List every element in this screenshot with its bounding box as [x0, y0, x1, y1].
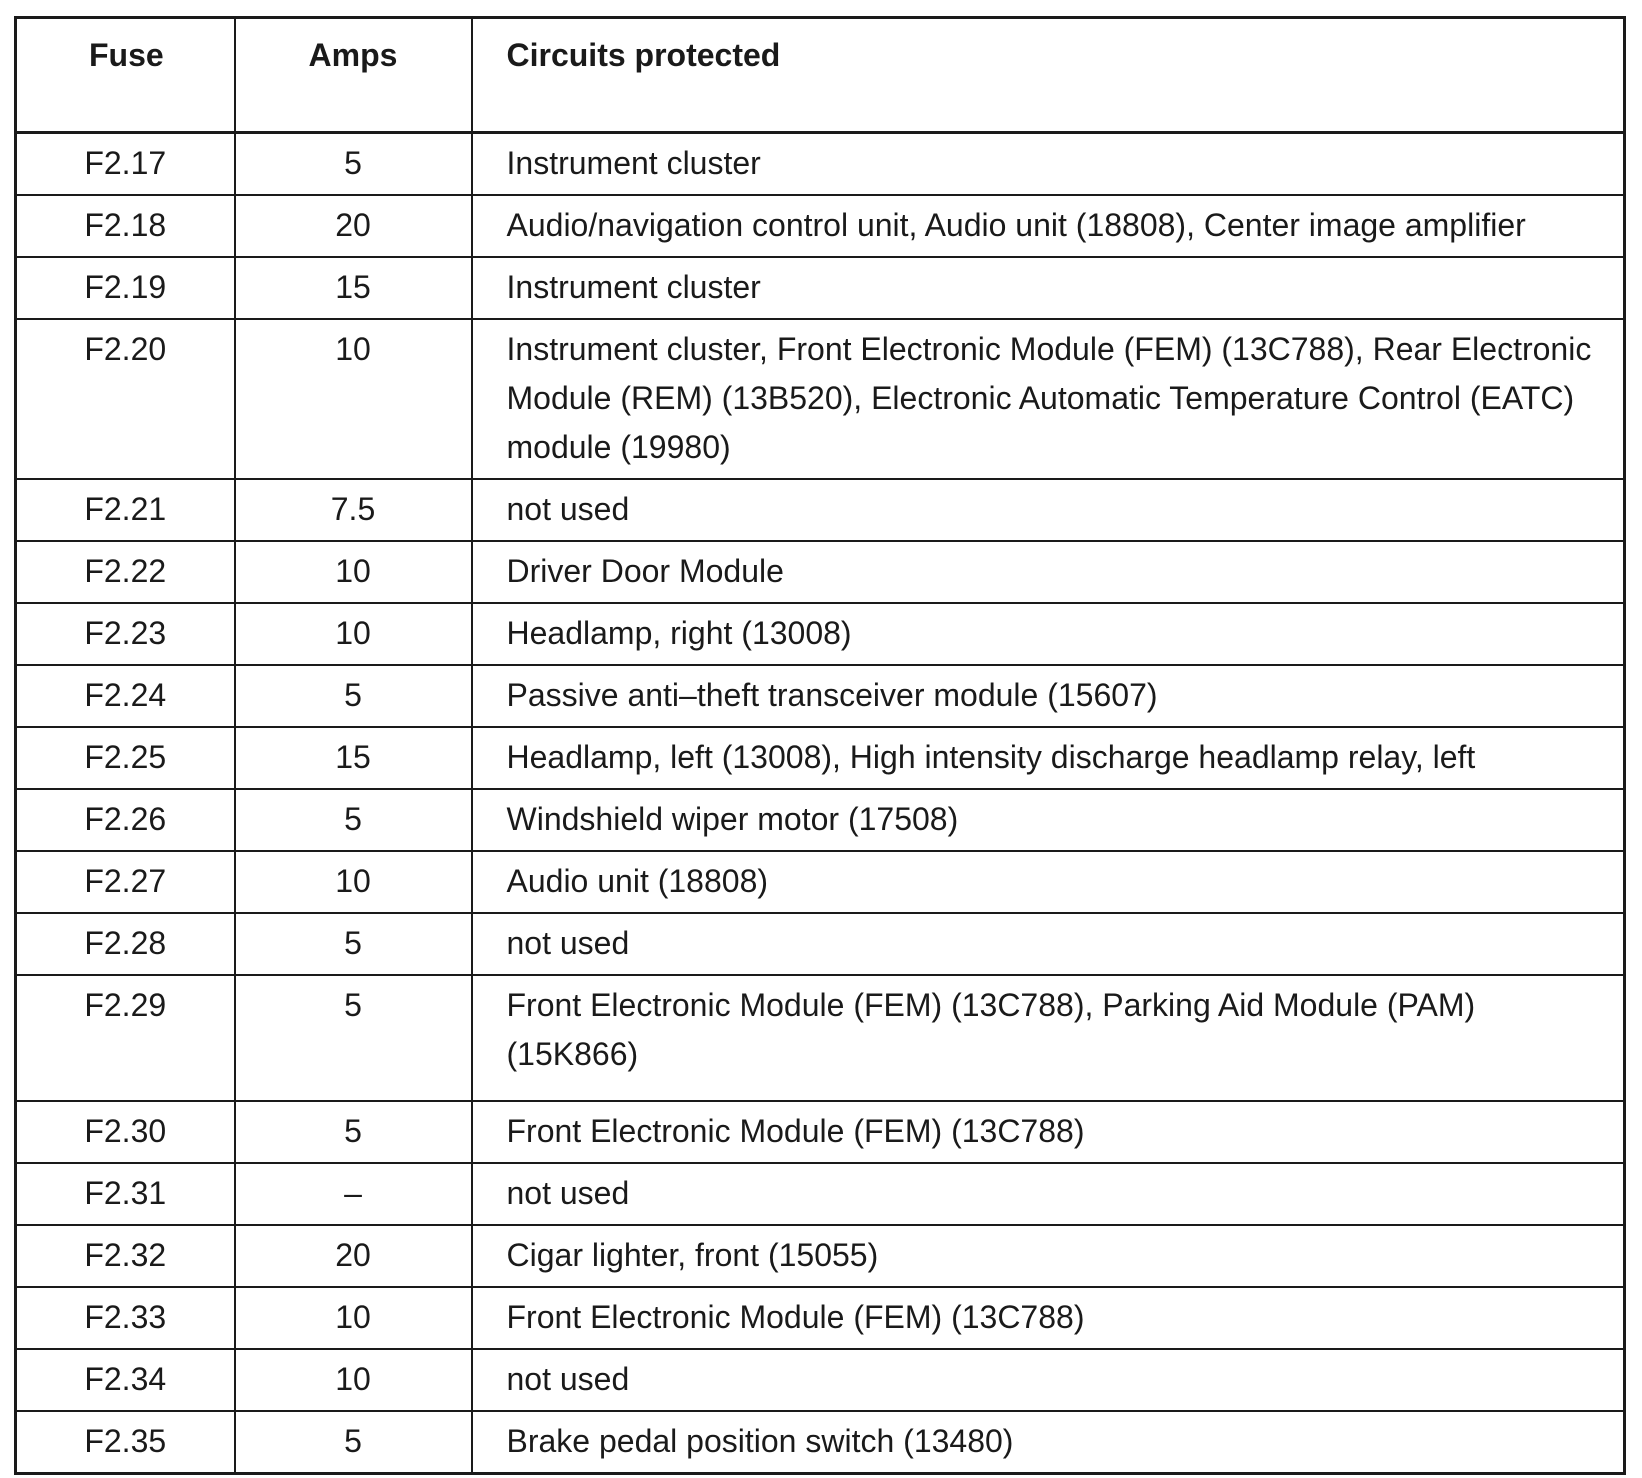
- table-row: [16, 1287, 1625, 1349]
- table-row: [16, 1349, 1625, 1411]
- circuits-cell: Front Electronic Module (FEM) (13C788): [472, 1287, 1625, 1349]
- circuits-cell: Cigar lighter, front (15055): [472, 1225, 1625, 1287]
- circuits-cell: Driver Door Module: [472, 541, 1625, 603]
- table-row: [16, 1101, 1625, 1163]
- amps-cell: 5: [235, 789, 472, 851]
- fuse-cell: F2.27: [16, 851, 235, 913]
- circuits-cell: not used: [472, 479, 1625, 541]
- fuse-cell: F2.31: [16, 1163, 235, 1225]
- table-row: [16, 727, 1625, 789]
- circuits-cell: Audio/navigation control unit, Audio unit (18808), Center image amplifier: [472, 195, 1625, 257]
- amps-cell: 15: [235, 727, 472, 789]
- fuse-cell: F2.25: [16, 727, 235, 789]
- circuits-cell: Passive anti–theft transceiver module (15607): [472, 665, 1625, 727]
- fuse-cell: F2.17: [16, 133, 235, 196]
- amps-cell: 10: [235, 541, 472, 603]
- table-row: [16, 665, 1625, 727]
- circuits-cell: Headlamp, right (13008): [472, 603, 1625, 665]
- table-row: [16, 319, 1625, 479]
- table-header: [16, 18, 1625, 133]
- circuits-cell: Instrument cluster: [472, 257, 1625, 319]
- header-row: [16, 18, 1625, 133]
- amps-cell: 5: [235, 1101, 472, 1163]
- table-row: [16, 851, 1625, 913]
- fuse-cell: F2.24: [16, 665, 235, 727]
- amps-cell: 10: [235, 319, 472, 479]
- circuits-cell: not used: [472, 1163, 1625, 1225]
- circuits-cell: Audio unit (18808): [472, 851, 1625, 913]
- amps-cell: 10: [235, 851, 472, 913]
- amps-cell: –: [235, 1163, 472, 1225]
- header-circuits-protected: Circuits protected: [472, 18, 1625, 133]
- amps-cell: 20: [235, 1225, 472, 1287]
- table-row: [16, 975, 1625, 1101]
- amps-cell: 5: [235, 975, 472, 1101]
- circuits-cell: Instrument cluster, Front Electronic Module (FEM) (13C788), Rear Electronic Module (REM) (13B520), Electronic Automatic Temperature Control (EATC) module (19980): [472, 319, 1625, 479]
- circuits-cell: not used: [472, 913, 1625, 975]
- table-row: [16, 257, 1625, 319]
- fuse-cell: F2.30: [16, 1101, 235, 1163]
- circuits-cell: Front Electronic Module (FEM) (13C788): [472, 1101, 1625, 1163]
- table-row: [16, 1225, 1625, 1287]
- amps-cell: 5: [235, 1411, 472, 1474]
- header-amps: Amps: [235, 18, 472, 133]
- circuits-cell: Headlamp, left (13008), High intensity discharge headlamp relay, left: [472, 727, 1625, 789]
- table-row: [16, 789, 1625, 851]
- table-row: [16, 195, 1625, 257]
- fuse-cell: F2.20: [16, 319, 235, 479]
- fuse-cell: F2.21: [16, 479, 235, 541]
- table-body: [16, 133, 1625, 1474]
- amps-cell: 10: [235, 1287, 472, 1349]
- table-row: [16, 1411, 1625, 1474]
- fuse-cell: F2.18: [16, 195, 235, 257]
- circuits-cell: not used: [472, 1349, 1625, 1411]
- amps-cell: 15: [235, 257, 472, 319]
- fuse-cell: F2.28: [16, 913, 235, 975]
- amps-cell: 5: [235, 133, 472, 196]
- amps-cell: 10: [235, 1349, 472, 1411]
- fuse-cell: F2.35: [16, 1411, 235, 1474]
- fuse-cell: F2.26: [16, 789, 235, 851]
- header-fuse: Fuse: [16, 18, 235, 133]
- amps-cell: 20: [235, 195, 472, 257]
- table-row: [16, 479, 1625, 541]
- amps-cell: 7.5: [235, 479, 472, 541]
- amps-cell: 5: [235, 913, 472, 975]
- amps-cell: 5: [235, 665, 472, 727]
- fuse-cell: F2.22: [16, 541, 235, 603]
- fuse-cell: F2.32: [16, 1225, 235, 1287]
- table-row: [16, 913, 1625, 975]
- fuse-cell: F2.34: [16, 1349, 235, 1411]
- circuits-cell: Front Electronic Module (FEM) (13C788), Parking Aid Module (PAM) (15K866): [472, 975, 1625, 1101]
- table-row: [16, 133, 1625, 196]
- fuse-cell: F2.19: [16, 257, 235, 319]
- table-row: [16, 1163, 1625, 1225]
- table-row: [16, 603, 1625, 665]
- amps-cell: 10: [235, 603, 472, 665]
- table-row: [16, 541, 1625, 603]
- circuits-cell: Brake pedal position switch (13480): [472, 1411, 1625, 1474]
- circuits-cell: Instrument cluster: [472, 133, 1625, 196]
- fuse-table: [14, 16, 1626, 1475]
- fuse-cell: F2.23: [16, 603, 235, 665]
- fuse-cell: F2.33: [16, 1287, 235, 1349]
- fuse-cell: F2.29: [16, 975, 235, 1101]
- circuits-cell: Windshield wiper motor (17508): [472, 789, 1625, 851]
